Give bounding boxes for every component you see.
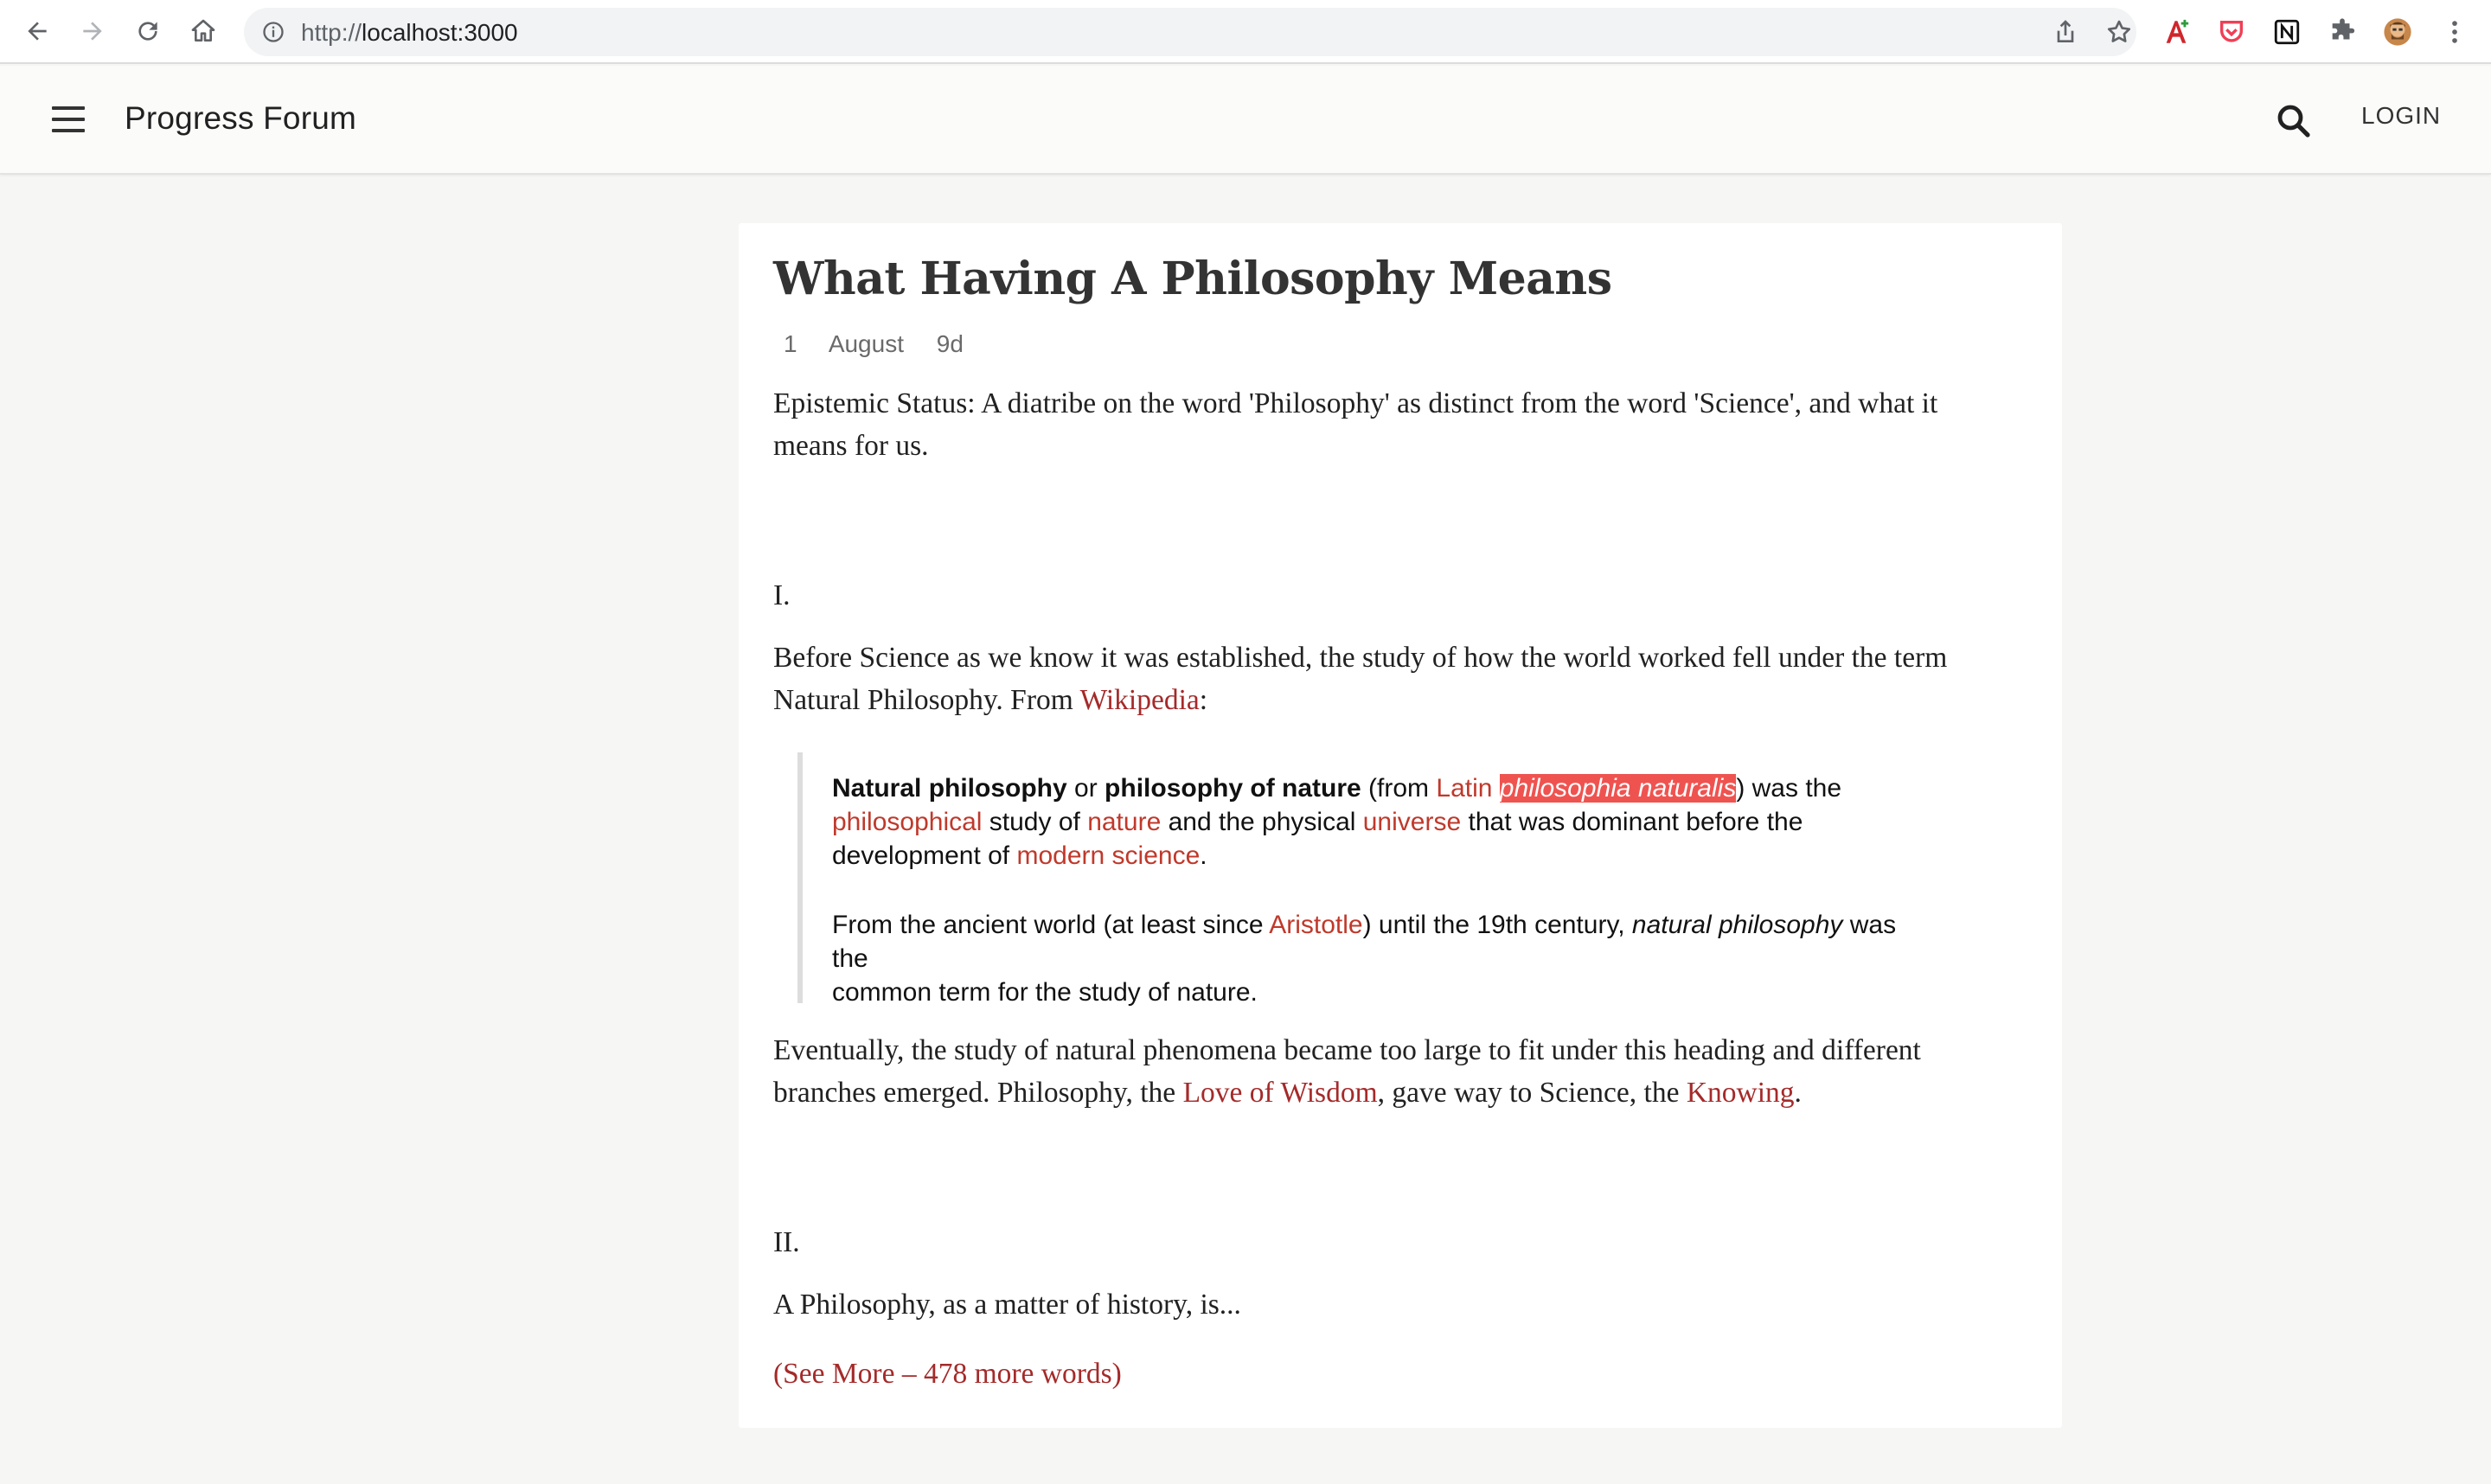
text-span: was the	[832, 911, 1897, 973]
quote-line-3	[832, 839, 1913, 873]
post-meta	[784, 330, 989, 358]
paragraph-3: A Philosophy, as a matter of history, is...	[773, 1289, 1241, 1321]
text-span: ) until the 19th century,	[1362, 911, 1632, 939]
latin-link[interactable]: Latin	[1436, 774, 1493, 803]
text-span: .	[1794, 1077, 1802, 1109]
text-span: study of	[982, 808, 1088, 836]
reload-button[interactable]	[128, 11, 168, 51]
app-header	[0, 66, 2491, 175]
notion-extension-icon[interactable]	[2270, 15, 2304, 49]
site-title[interactable]: Progress Forum	[125, 100, 357, 136]
url-host: localhost:3000	[362, 19, 518, 46]
bold-term: philosophy of nature	[1105, 774, 1361, 803]
acrobat-extension-icon[interactable]	[2159, 15, 2193, 49]
italic-term: natural philosophy	[1631, 911, 1843, 939]
epistemic-status	[773, 382, 2045, 467]
paragraph-2-line-1: Eventually, the study of natural phenomena became too large to fit under this heading and different	[773, 1034, 1921, 1066]
reload-icon	[134, 17, 162, 45]
section-heading-1: I.	[773, 579, 791, 611]
see-more-link-row	[773, 1353, 2045, 1395]
post-age: 9d	[936, 330, 964, 357]
epistemic-line-1: Epistemic Status: A diatribe on the word 'Philosophy' as distinct from the word 'Science', and what it	[773, 387, 1938, 419]
post-title[interactable]: What Having A Philosophy Means	[773, 253, 1612, 305]
forward-button[interactable]	[73, 11, 112, 51]
nature-link[interactable]: nature	[1087, 808, 1162, 836]
url-text[interactable]	[301, 19, 518, 47]
browser-toolbar	[0, 0, 2491, 64]
bold-term: Natural philosophy	[832, 774, 1067, 803]
url-protocol: http://	[301, 19, 362, 46]
quote-p2-line-1	[832, 908, 1913, 975]
text-span: ) was the	[1736, 774, 1842, 803]
puzzle-extensions-icon[interactable]	[2325, 15, 2360, 49]
back-button[interactable]	[17, 11, 57, 51]
quote-paragraph-2	[832, 908, 1913, 1009]
menu-icon[interactable]	[52, 106, 85, 132]
text-span: , gave way to Science, the	[1377, 1077, 1687, 1109]
bookmark-star-icon[interactable]	[2105, 18, 2133, 46]
text-span: From the ancient world (at least since	[832, 911, 1270, 939]
see-more-link[interactable]: (See More – 478 more words)	[773, 1358, 1122, 1390]
blockquote	[797, 752, 2008, 1007]
modern-science-link[interactable]: modern science	[1016, 841, 1201, 870]
text-span: that was dominant before the	[1461, 808, 1803, 836]
paragraph-2	[773, 1029, 2045, 1114]
epistemic-line-2: means for us.	[773, 430, 929, 462]
login-button[interactable]: LOGIN	[2361, 102, 2442, 129]
paragraph-1	[773, 636, 2045, 721]
philosophical-link[interactable]: philosophical	[832, 808, 983, 836]
arrow-right-icon	[79, 17, 106, 45]
paragraph-1-line-2	[773, 679, 2045, 721]
section-heading-2: II.	[773, 1226, 800, 1258]
info-icon[interactable]	[261, 20, 285, 44]
quote-line-1	[832, 771, 1913, 805]
knowing-link[interactable]: Knowing	[1686, 1077, 1795, 1109]
paragraph-2-line-2	[773, 1071, 2045, 1114]
text-span: or	[1066, 774, 1105, 803]
text-span: branches emerged. Philosophy, the	[773, 1077, 1183, 1109]
browser-menu-icon[interactable]	[2437, 15, 2472, 49]
text-span: and the physical	[1161, 808, 1363, 836]
paragraph-1-line-1: Before Science as we know it was established, the study of how the world worked fell under the term	[773, 642, 1948, 674]
quote-paragraph-1	[832, 771, 1913, 873]
text-span: .	[1200, 841, 1207, 870]
home-icon	[189, 17, 217, 45]
share-icon[interactable]	[2052, 18, 2079, 46]
universe-link[interactable]: universe	[1362, 808, 1462, 836]
text-span	[1492, 774, 1499, 803]
love-of-wisdom-link[interactable]: Love of Wisdom	[1182, 1077, 1378, 1109]
post-date: August	[828, 330, 904, 357]
wikipedia-link[interactable]: Wikipedia	[1079, 684, 1200, 716]
arrow-left-icon	[23, 17, 51, 45]
profile-avatar-icon[interactable]	[2380, 15, 2415, 49]
quote-p2-line-2: common term for the study of nature.	[832, 978, 1258, 1007]
post-score: 1	[784, 330, 797, 357]
aristotle-link[interactable]: Aristotle	[1269, 911, 1363, 939]
quote-line-2	[832, 805, 1913, 839]
address-bar[interactable]	[244, 8, 2136, 56]
home-button[interactable]	[183, 11, 223, 51]
highlighted-text[interactable]: philosophia naturalis	[1499, 774, 1737, 803]
pocket-extension-icon[interactable]	[2214, 15, 2249, 49]
text-span: Natural Philosophy. From	[773, 684, 1080, 716]
text-span: (from	[1361, 774, 1437, 803]
text-span: :	[1199, 684, 1208, 716]
search-icon[interactable]	[2273, 100, 2315, 142]
text-span: development of	[832, 841, 1017, 870]
post-card	[739, 223, 2062, 1428]
